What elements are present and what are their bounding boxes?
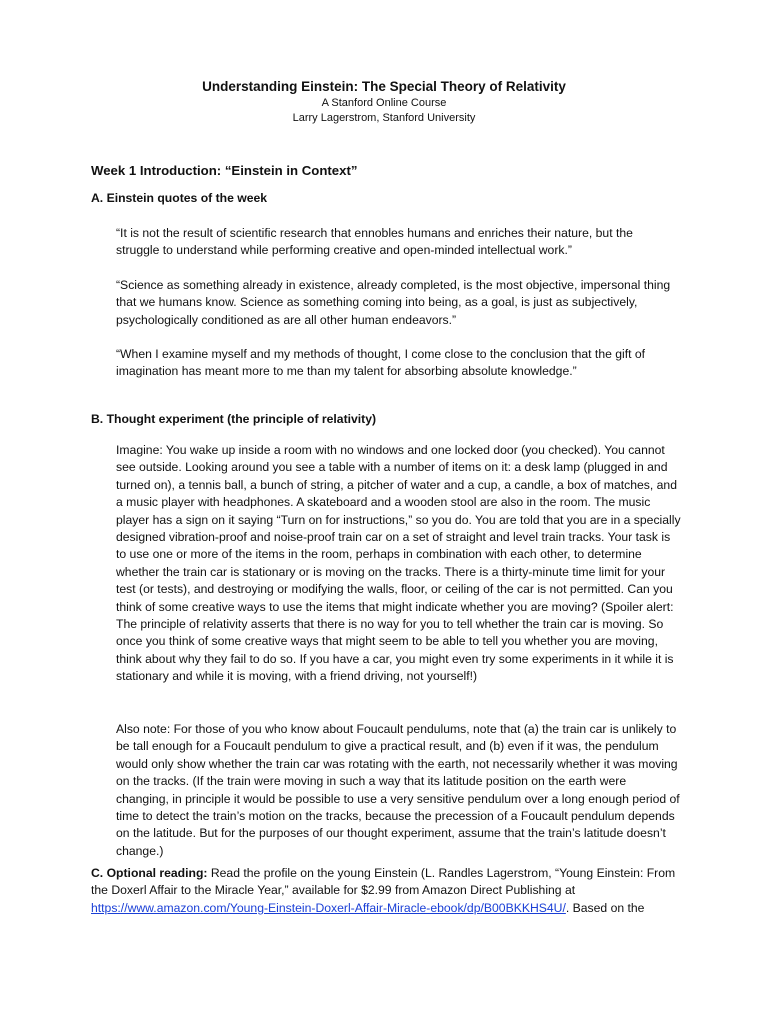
quote-3: “When I examine myself and my methods of thought, I come close to the conclusion that the gift of imagination has meant more to me than my talent for absorbing absolute knowledge.” — [116, 347, 646, 379]
section-c-label: C. Optional reading: — [91, 866, 208, 880]
section-c-text-after: . Based on the — [565, 900, 645, 915]
section-b-heading: B. Thought experiment (the principle of relativity) — [91, 412, 377, 426]
section-c-paragraph — [91, 865, 683, 917]
amazon-link[interactable]: https://www.amazon.com/Young-Einstein-Doxerl-Affair-Miracle-ebook/dp/B00BKKHS4U/ — [91, 900, 566, 915]
author-line: Larry Lagerstrom, Stanford University — [292, 112, 476, 124]
thought-experiment-paragraph: Imagine: You wake up inside a room with no windows and one locked door (you checked). You cannot see outside. Looking around you see a table with a number of items on it: a desk lamp (plugged in and turned on), a tennis ball, a bunch of string, a pitcher of water and a cup, a candle, a box of matches, and a music player with headphones. A skateboard and a wooden stool are also in the room. The music player has a sign on it saying “Turn on for instructions,” so you do. You are told that you are in a specially designed vibration-proof and noise-proof train car on a set of straight and level train tracks. Your task is to use one or more of the items in the room, perhaps in combination with each other, to determine whether the train car is stationary or is moving on the tracks. There is a thirty-minute time limit for your test (or tests), and destroying or modifying the walls, floor, or ceiling of the car is not permitted. Can you think of some creative ways to use the items that might indicate whether you are moving? (Spoiler alert: The principle of relativity asserts that there is no way for you to tell whether the train car is moving. So once you think of some creative ways that might seem to be able to tell you whether you are moving, think about why they fail to do so. If you have a car, you might even try some experiments in it while it is stationary and while it is moving, with a friend driving, not yourself!) — [116, 443, 681, 684]
document-header — [0, 78, 768, 126]
document-title: Understanding Einstein: The Special Theory of Relativity — [202, 79, 566, 94]
quote-1: “It is not the result of scientific research that ennobles humans and enriches their nature, but the struggle to understand while performing creative and open-minded intellectual work.” — [116, 226, 633, 258]
section-c-text: Read the profile on the young Einstein (L. Randles Lagerstrom, “Young Einstein: From the Doxerl Affair to the Miracle Year,” available for $2.99 from Amazon Direct Publishing at — [91, 866, 676, 898]
section-a-heading: A. Einstein quotes of the week — [91, 191, 268, 205]
week-heading: Week 1 Introduction: “Einstein in Context” — [91, 163, 358, 178]
quote-2: “Science as something already in existence, already completed, is the most objective, impersonal thing that we humans know. Science as something coming into being, as a goal, is just as subjectively, psychologically conditioned as are all other human endeavors.” — [116, 278, 671, 327]
course-subtitle: A Stanford Online Course — [321, 97, 447, 109]
foucault-note-paragraph: Also note: For those of you who know about Foucault pendulums, note that (a) the train car is unlikely to be tall enough for a Foucault pendulum to give a practical result, and (b) even if it was, the pendulum would only show whether the train car was rotating with the earth, not necessarily whether it was moving on the tracks. (If the train were moving in such a way that its latitude position on the earth were changing, in principle it would be possible to use a very sensitive pendulum over a long enough period of time to detect the train’s motion on the tracks, because the precession of a Foucault pendulum depends on the latitude. But for the purposes of our thought experiment, assume that the train’s latitude doesn’t change.) — [116, 722, 680, 858]
